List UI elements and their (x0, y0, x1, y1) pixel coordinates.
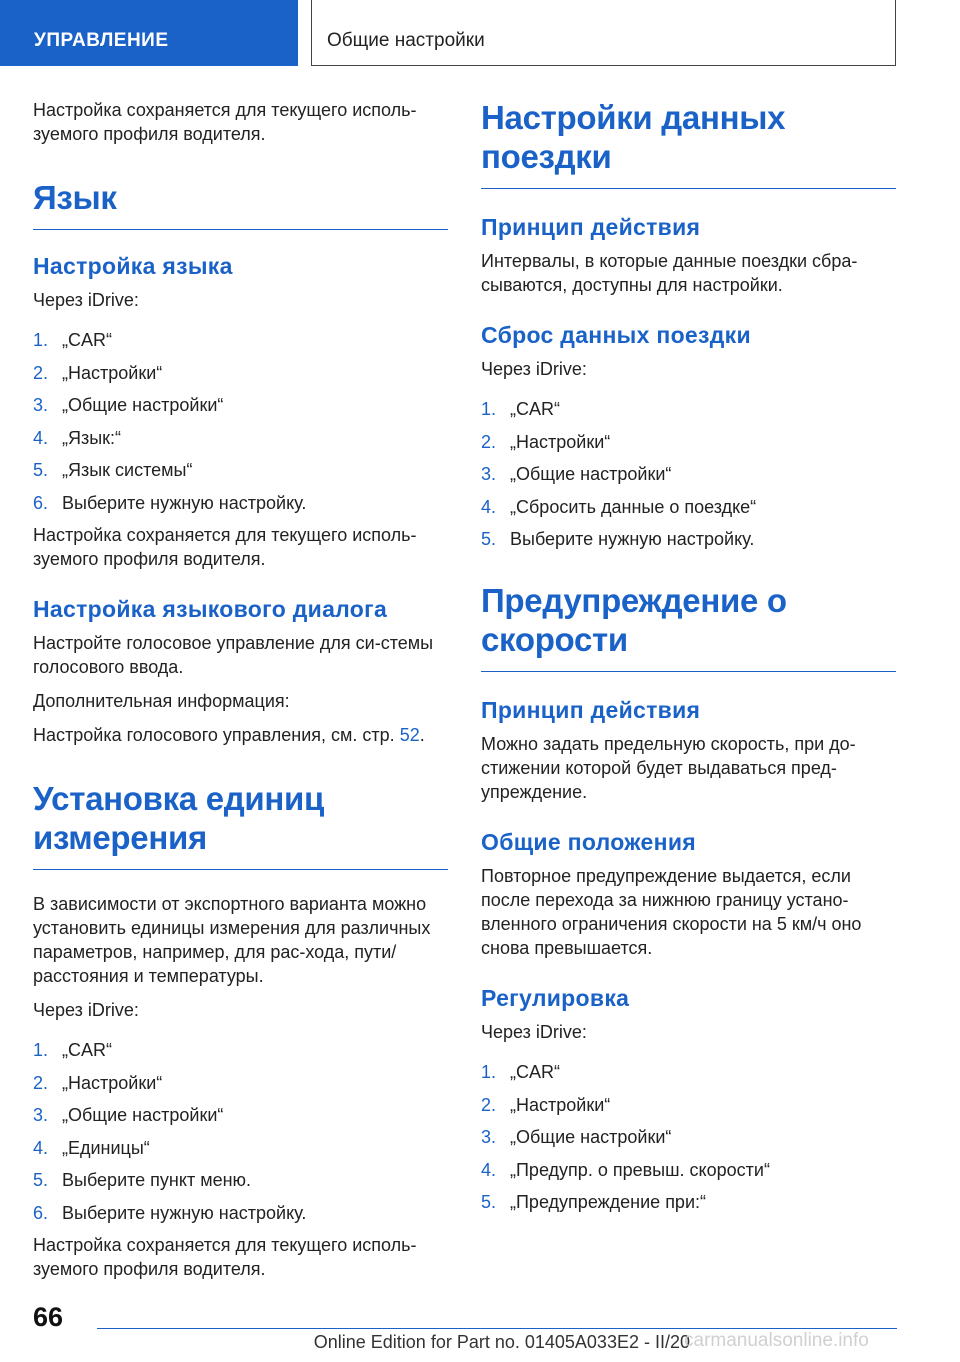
via-idrive-text: Через iDrive: (33, 290, 139, 310)
list-item: 3. „Общие настройки“ (481, 1127, 672, 1147)
list-item: 4. „Язык:“ (33, 427, 122, 448)
list-item: 4. „Сбросить данные о поездке“ (481, 496, 757, 517)
heading-speed-adjust: Регулировка (481, 985, 630, 1011)
list-item: 3. „Общие настройки“ (33, 1105, 224, 1125)
heading-language-setting: Настройка языка (33, 253, 233, 279)
list-item: 2. „Настройки“ (33, 362, 163, 383)
list-item: 2. „Настройки“ (481, 431, 611, 452)
heading-trip-reset: Сброс данных поездки (481, 322, 751, 348)
list-item: 5. Выберите пункт меню. (33, 1170, 252, 1190)
via-idrive-text: Через iDrive: (33, 1000, 139, 1020)
units-steps-list (33, 1038, 448, 1225)
more-info-text: Дополнительная информация: (33, 691, 290, 711)
edition-text: Online Edition for Part no. 01405A033E2 - II/20 (313, 1332, 690, 1352)
units-note-text: Настройка сохраняется для текущего исполь-зуемого профиля водителя. (33, 1235, 417, 1279)
chapter-title: Общие настройки (311, 0, 896, 66)
list-item: 4. „Предупр. о превыш. скорости“ (481, 1159, 770, 1180)
speed-principle-text: Можно задать предельную скорость, при до-стижении которой будет выдаваться пред-упреждение. (481, 734, 856, 802)
dialog-text: Настройте голосовое управление для си-стемы голосового ввода. (33, 633, 434, 677)
language-note-text: Настройка сохраняется для текущего исполь-зуемого профиля водителя. (33, 525, 417, 569)
list-item: 1. „CAR“ (33, 1040, 112, 1060)
right-column (481, 98, 896, 1223)
heading-language-dialog: Настройка языкового диалога (33, 596, 388, 622)
list-item: 1. „CAR“ (33, 330, 112, 350)
trip-steps-list (481, 397, 896, 551)
heading-units: Установка единиц измерения (33, 779, 448, 870)
page-header (0, 0, 960, 66)
heading-trip-principle: Принцип действия (481, 214, 701, 240)
page-reference-link[interactable]: 52 (399, 725, 420, 745)
heading-speed-general: Общие положения (481, 829, 696, 855)
list-item: 3. „Общие настройки“ (33, 395, 224, 415)
language-steps-list (33, 328, 448, 515)
list-item: 4. „Единицы“ (33, 1137, 150, 1158)
list-item: 6. Выберите нужную настройку. (33, 492, 307, 513)
reference-text: Настройка голосового управления, см. стр. 52. (33, 725, 425, 745)
left-column (33, 98, 448, 1295)
list-item: 1. „CAR“ (481, 1062, 560, 1082)
speed-general-text: Повторное предупреждение выдается, если после перехода за нижнюю границу устано-вленного ограничения скорости на 5 км/ч оно снова превышается. (481, 866, 862, 958)
heading-speed-warning: Предупреждение о скорости (481, 581, 896, 672)
footer-divider (97, 1328, 897, 1329)
section-tab: УПРАВЛЕНИЕ (0, 0, 298, 66)
list-item: 6. Выберите нужную настройку. (33, 1202, 307, 1223)
intro-text: Настройка сохраняется для текущего исполь-зуемого профиля водителя. (33, 100, 417, 144)
list-item: 5. „Язык системы“ (33, 460, 193, 480)
via-idrive-text: Через iDrive: (481, 1022, 587, 1042)
trip-principle-text: Интервалы, в которые данные поездки сбра-сываются, доступны для настройки. (481, 251, 858, 295)
heading-speed-principle: Принцип действия (481, 697, 701, 723)
list-item: 1. „CAR“ (481, 399, 560, 419)
units-text: В зависимости от экспортного варианта можно установить единицы измерения для различных параметров, например, для рас-хода, пути/расстояния и температуры. (33, 894, 431, 986)
speed-steps-list (481, 1060, 896, 1214)
page-footer (0, 1290, 960, 1362)
list-item: 2. „Настройки“ (481, 1094, 611, 1115)
page-number: 66 (33, 1302, 64, 1332)
list-item: 5. Выберите нужную настройку. (481, 529, 755, 549)
list-item: 5. „Предупреждение при:“ (481, 1192, 706, 1212)
watermark-text: carmanualsonline.info (684, 1330, 869, 1351)
heading-language: Язык (33, 178, 448, 230)
list-item: 2. „Настройки“ (33, 1072, 163, 1093)
list-item: 3. „Общие настройки“ (481, 464, 672, 484)
heading-trip-data: Настройки данных поездки (481, 98, 896, 189)
via-idrive-text: Через iDrive: (481, 359, 587, 379)
